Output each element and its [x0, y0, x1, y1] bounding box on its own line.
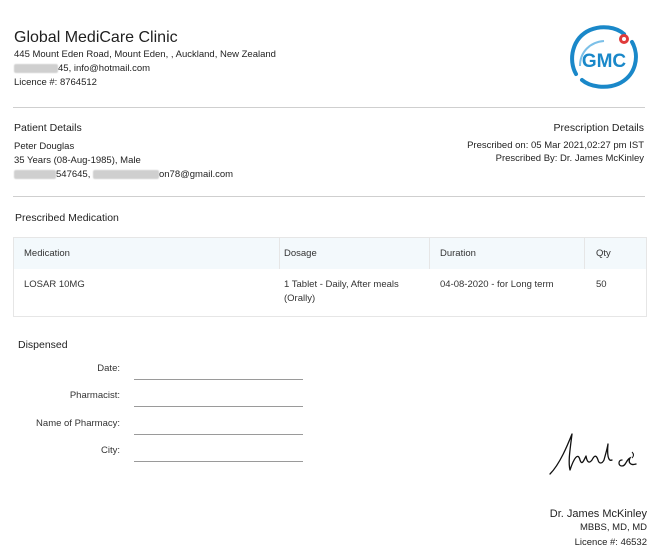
col-qty: Qty [596, 248, 611, 259]
patient-age: 35 Years (08-Aug-1985), Male [14, 155, 141, 166]
pharmacist-label: Pharmacist: [69, 390, 120, 401]
divider [13, 107, 645, 108]
table-header [14, 238, 646, 269]
column-divider [279, 238, 280, 269]
clinic-licence: Licence #: 8764512 [14, 77, 97, 88]
clinic-logo [566, 22, 642, 92]
patient-contact [14, 169, 233, 180]
city-label: City: [101, 445, 120, 456]
date-line [134, 379, 303, 380]
gmc-logo-icon [566, 22, 642, 92]
pharmacy-name-line [134, 434, 303, 435]
col-duration: Duration [440, 248, 476, 259]
doctor-qualifications: MBBS, MD, MD [579, 522, 647, 533]
patient-heading: Patient Details [14, 122, 82, 134]
divider [13, 196, 645, 197]
cell-dosage-line2: (Orally) [284, 293, 316, 304]
doctor-name: Dr. James McKinley [549, 508, 647, 520]
pharmacy-name-label: Name of Pharmacy: [36, 418, 120, 429]
patient-email: on78@gmail.com [158, 169, 234, 180]
redacted-phone [14, 170, 56, 179]
city-line [134, 461, 303, 462]
clinic-contact-text: 45, info@hotmail.com [58, 63, 151, 74]
redacted-email [93, 170, 159, 179]
clinic-name: Global MediCare Clinic [14, 29, 178, 46]
doctor-licence: Licence #: 46532 [574, 537, 647, 548]
clinic-contact [14, 63, 150, 74]
date-label: Date: [97, 363, 120, 374]
dispensed-heading: Dispensed [18, 339, 68, 351]
medication-heading: Prescribed Medication [15, 212, 119, 224]
pharmacist-line [134, 406, 303, 407]
patient-phone: 547645, [56, 169, 91, 180]
cell-qty: 50 [596, 279, 607, 290]
patient-name: Peter Douglas [14, 141, 75, 152]
prescription-heading: Prescription Details [553, 122, 644, 134]
column-divider [584, 238, 585, 269]
cell-dosage [284, 278, 399, 306]
cell-medication: LOSAR 10MG [24, 279, 85, 290]
prescribed-by: Prescribed By: Dr. James McKinley [495, 153, 644, 164]
cell-dosage-line1: 1 Tablet - Daily, After meals [284, 279, 399, 290]
cell-duration: 04-08-2020 - for Long term [440, 279, 554, 290]
col-dosage: Dosage [284, 248, 317, 259]
signature-icon [546, 430, 646, 480]
doctor-signature [546, 430, 646, 480]
logo-text: GMC [581, 51, 627, 72]
col-medication: Medication [24, 248, 70, 259]
prescribed-on: Prescribed on: 05 Mar 2021,02:27 pm IST [467, 140, 644, 151]
column-divider [429, 238, 430, 269]
medication-table [13, 237, 647, 317]
redacted-phone [14, 64, 58, 73]
clinic-address: 445 Mount Eden Road, Mount Eden, , Auckland, New Zealand [14, 49, 276, 60]
